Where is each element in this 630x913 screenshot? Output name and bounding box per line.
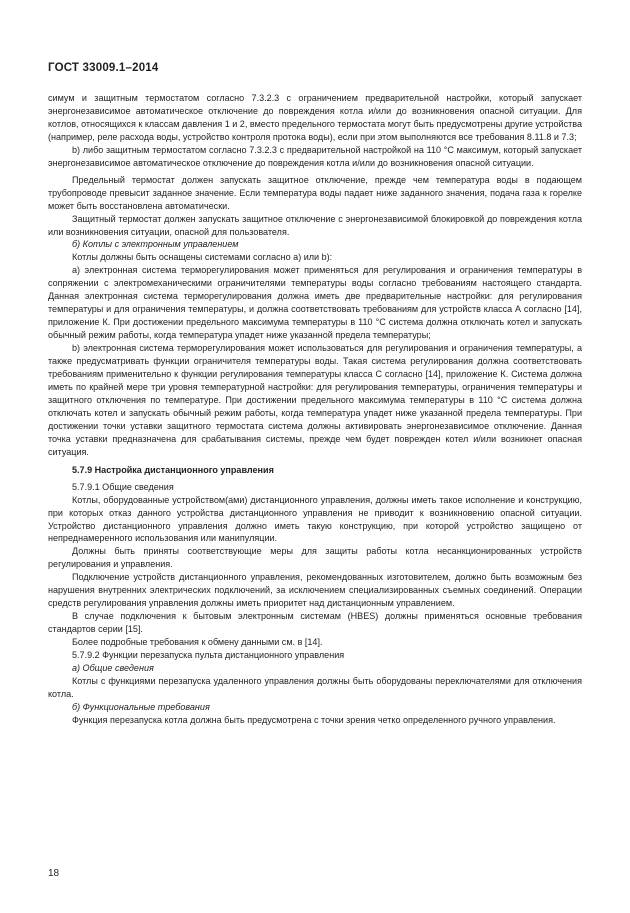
paragraph: а) электронная система терморегулирования может применяться для регулирования и ограничения температуры в сопряжении с электромеханическими ограничителями температуры воды согласно требованиям настоящего стандарта. Данная электронная система терморегулирования должна иметь две предварительные настройки: для регулирования температуры и для ограничения температуры, и должна соответствовать требованиям для устройств класса А согласно [14], приложение К. При достижении предельного максимума температуры в 110 °С система должна отключать котел и запускать обычный режим работы, когда температура упадет ниже указанной предела температуры;	[48, 265, 582, 341]
paragraph: Котлы с функциями перезапуска удаленного управления должны быть оборудованы переключателями для отключения котла.	[48, 675, 582, 699]
paragraph: b) электронная система терморегулирования может использоваться для регулирования и ограничения температуры, а также предусматривать функции ограничителя температуры воды. Такая система регулирования должна соответствовать требованиям применительно к функции регулирования температуры класса С согласно [14], приложение К. Система должна иметь по крайней мере три уровня температурной настройки: для регулирования температуры, ограничения температуры и защитного отключения по температуре. При достижении предельного максимума температуры в 110 °С система должна отключать котел и запускать обычный режим работы, когда температура упадет ниже указанной предела температуры. При достижении точки уставки защитного термостата система должны активировать энергонезависимое отключение. Данная точка уставки предназначена для срабатывания системы, прежде чем будет поврежден котел и/или возникнет опасная ситуация.	[48, 343, 582, 457]
page-number: 18	[48, 868, 60, 879]
document-body	[48, 92, 582, 727]
paragraph: В случае подключения к бытовым электронным системам (HBES) должны применяться основные требования стандартов серии [15].	[48, 611, 582, 635]
subsection-label: а) Общие сведения	[72, 662, 154, 673]
section-heading: 5.7.9 Настройка дистанционного управления	[72, 464, 274, 475]
paragraph: Должны быть приняты соответствующие меры для защиты работы котла несанкционированных устройств регулирования и управления.	[48, 546, 582, 570]
subsection-label: б) Функциональные требования	[72, 701, 210, 712]
subsection-heading: 5.7.9.1 Общие сведения	[72, 481, 174, 492]
document-header: ГОСТ 33009.1–2014	[48, 62, 159, 74]
paragraph: Котлы, оборудованные устройством(ами) дистанционного управления, должны иметь такое исполнение и конструкцию, при которых отказ данного устройства дистанционного управления не приводит к возникновению опасной ситуации. Устройство дистанционного управления должно иметь такую конструкцию, при которой устройство защищено от непреднамеренного использования или манипуляции.	[48, 494, 582, 544]
paragraph: Более подробные требования к обмену данными см. в [14].	[72, 637, 323, 648]
subsection-heading: 5.7.9.2 Функции перезапуска пульта дистанционного управления	[72, 650, 345, 661]
paragraph: b) либо защитным термостатом согласно 7.3.2.3 с предварительной настройкой на 110 °С максимум, который запускает энергонезависимое автоматическое отключение до повреждения котла и/или до возникновения опасной ситуации.	[48, 144, 582, 168]
paragraph: Котлы должны быть оснащены системами согласно а) или b):	[72, 252, 333, 263]
paragraph: Предельный термостат должен запускать защитное отключение, прежде чем температура воды в подающем трубопроводе превысит заданное значение. Если температура воды падает ниже заданного значения, подача газа к горелке может быть восстановлена автоматически.	[48, 174, 582, 211]
subsection-label: б) Котлы с электронным управлением	[72, 239, 239, 250]
paragraph: Защитный термостат должен запускать защитное отключение с энергонезависимой блокировкой до повреждения котла или возникновения ситуации, опасной для пользователя.	[48, 213, 582, 237]
paragraph: Функция перезапуска котла должна быть предусмотрена с точки зрения четко определенного ручного управления.	[72, 714, 556, 725]
paragraph: симум и защитным термостатом согласно 7.3.2.3 с ограничением предварительной настройки, который запускает энергонезависимое автоматическое отключение до повреждения котла и/или до возникновения опасной ситуации. Для котлов, относящихся к классам давления 1 и 2, вместо предельного термостата могут быть предусмотрены другие устройства (например, реле расхода воды, устройство контроля протока воды), если при этом выполняются все требования 8.11.8 и 7.3;	[48, 93, 582, 142]
paragraph: Подключение устройств дистанционного управления, рекомендованных изготовителем, должно быть возможным без нарушения внутренних электрических подключений, за исключением специализированных съемных соединений. Операции средств регулирования управления должны иметь приоритет над дистанционным управлением.	[48, 572, 582, 609]
